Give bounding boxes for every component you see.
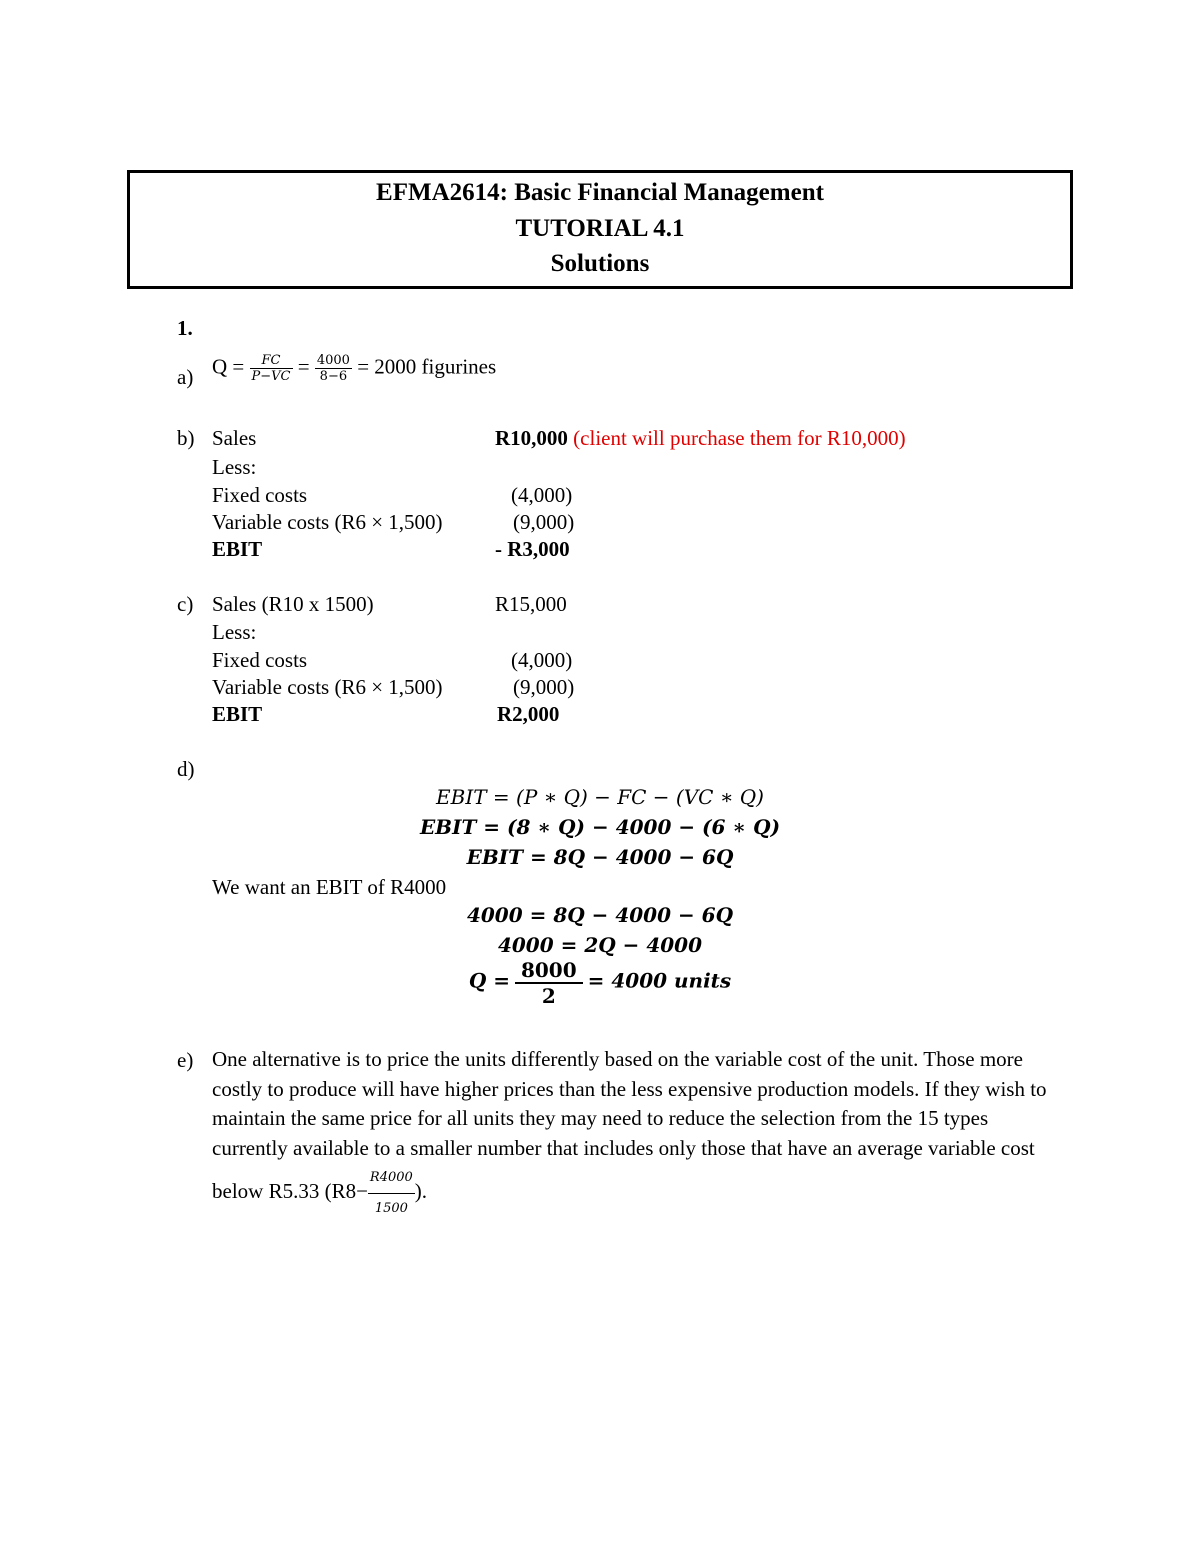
b-sales-row (495, 426, 906, 451)
e-paragraph (212, 1045, 1062, 1223)
fraction-8000 (515, 958, 583, 1008)
d-eq5: 4000 = 2Q − 4000 (497, 933, 703, 957)
part-a-equation (212, 353, 496, 384)
d-eq6 (300, 958, 900, 1008)
c-sales-label: Sales (R10 x 1500) (212, 592, 374, 616)
b-variable-value: (9,000) (513, 510, 575, 534)
b-sales-value: R10,000 (495, 426, 568, 450)
frac-num: R4000 (368, 1163, 415, 1194)
d-result: = 4000 units (587, 968, 732, 993)
frac-den: P−VC (251, 369, 291, 384)
c-fixed-label: Fixed costs (212, 648, 308, 672)
course-title: EFMA2614: Basic Financial Management (376, 179, 824, 206)
frac-num: FC (250, 353, 293, 369)
frac-den: 8−6 (319, 369, 348, 384)
q-equals: Q = (468, 968, 510, 993)
d-eq2: EBIT = (8 ∗ Q) − 4000 − (6 ∗ Q) (419, 815, 781, 839)
q-prefix: Q = (212, 354, 245, 379)
c-less: Less: (212, 620, 257, 644)
fraction-4000 (315, 353, 352, 384)
part-a-result: = 2000 figurines (357, 354, 497, 379)
e-text: One alternative is to price the units differently based on the variable cost of the unit. Those more costly to produce will have higher prices than the less expensive production models. If they wish to maintain the same price for all units they may need to reduce the selection from the 15 types currently available to a smaller number that includes only those that have an average variable cost below R5.33 (R8− (212, 1047, 1047, 1203)
d-eq4: 4000 = 8Q − 4000 − 6Q (466, 903, 734, 927)
c-ebit-label: EBIT (212, 702, 263, 726)
d-want: We want an EBIT of R4000 (212, 875, 447, 899)
frac-den: 2 (541, 984, 556, 1008)
b-fixed-label: Fixed costs (212, 483, 308, 507)
b-sales-label: Sales (212, 426, 257, 450)
c-variable-label: Variable costs (R6 × 1,500) (212, 675, 443, 699)
c-variable-value: (9,000) (513, 675, 575, 699)
part-a-label: a) (177, 365, 194, 389)
equals-sign: = (297, 354, 310, 379)
b-variable-label: Variable costs (R6 × 1,500) (212, 510, 443, 534)
b-fixed-value: (4,000) (511, 483, 573, 507)
c-fixed-value: (4,000) (511, 648, 573, 672)
tutorial-title: TUTORIAL 4.1 (515, 215, 685, 242)
part-d-label: d) (177, 757, 195, 781)
question-number: 1. (177, 316, 193, 340)
fraction-r4000 (368, 1163, 415, 1223)
d-eq3: EBIT = 8Q − 4000 − 6Q (466, 845, 734, 869)
b-less: Less: (212, 455, 257, 479)
c-ebit-value: R2,000 (497, 702, 560, 726)
subtitle: Solutions (550, 250, 650, 277)
b-ebit-value: - R3,000 (495, 537, 570, 561)
b-ebit-label: EBIT (212, 537, 263, 561)
e-end: ). (414, 1178, 428, 1203)
d-eq1: EBIT = (P ∗ Q) − FC − (VC ∗ Q) (436, 785, 764, 809)
part-c-label: c) (177, 592, 194, 616)
frac-den: 1500 (374, 1200, 408, 1216)
frac-num: 4000 (316, 353, 350, 368)
part-e-label: e) (177, 1048, 194, 1072)
frac-num: 8000 (515, 958, 583, 984)
b-sales-note: (client will purchase them for R10,000) (573, 426, 906, 450)
c-sales-value: R15,000 (495, 592, 567, 616)
fraction-fc (250, 353, 293, 384)
title-box (127, 170, 1073, 289)
part-b-label: b) (177, 426, 195, 450)
